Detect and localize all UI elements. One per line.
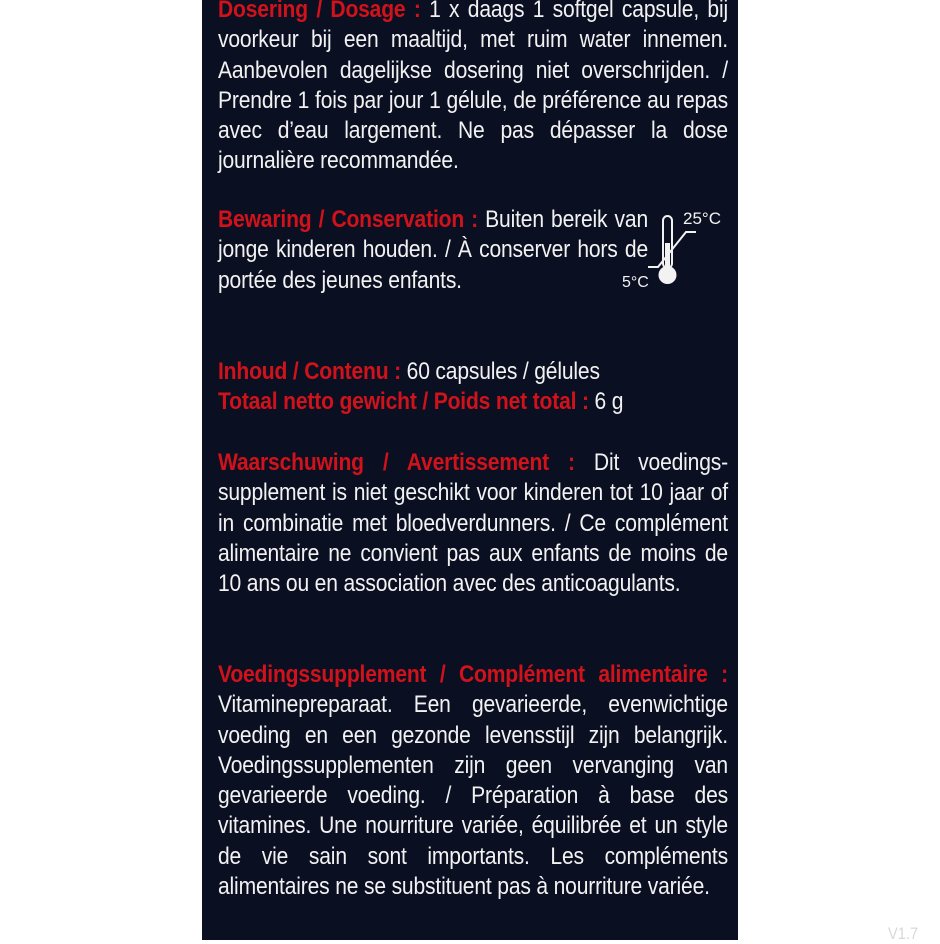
thermometer-icon (620, 205, 730, 290)
contents-body: 60 capsules / gélules (400, 358, 600, 385)
warning-section (218, 448, 728, 599)
temp-min-label: 5°C (622, 274, 649, 290)
version-label: V1.7 (888, 924, 919, 943)
storage-body: Buiten bereik van jonge kinderen houden. / À conserver hors de portée des jeunes enfants. (218, 206, 648, 294)
net-weight-heading: Totaal netto gewicht / Poids net total : (218, 388, 589, 416)
temp-max-label: 25°C (683, 209, 721, 228)
contents-section (218, 357, 728, 418)
dosage-heading: Dosering / Dosage : (218, 0, 421, 23)
warning-body: Dit voedings-supplement is niet geschikt voor kinderen tot 10 jaar of in combinatie met bloedverdunners. / Ce complément alimentaire ne convient pas aux enfants de moins de 10 ans ou en association avec des anticoagulants. (218, 449, 728, 598)
supplement-section (218, 660, 728, 902)
label-panel (202, 0, 919, 943)
net-weight-body: 6 g (588, 388, 624, 416)
contents-heading: Inhoud / Contenu : (218, 358, 401, 385)
supplement-body: Vitaminepreparaat. Een gevarieerde, evenwichtige voeding en een gezonde levensstijl zijn belangrijk. Voedingssupplementen zijn geen vervanging van gevarieerde voeding. / Préparation à base des vitamines. Une nourriture variée, équilibrée et un style de vie sain sont importants. Les compléments alimentaires ne se substituent pas à nourriture variée. (218, 691, 728, 901)
storage-section (218, 205, 648, 296)
dosage-body: 1 x daags 1 softgel capsule, bij voorkeur bij een maaltijd, met ruim water innemen. Aanbevolen dagelijkse dosering niet overschrijden. / Prendre 1 fois par jour 1 gélule, de préférence au repas avec d’eau largement. Ne pas dépasser la dose journalière recommandée. (218, 0, 728, 175)
storage-heading: Bewaring / Conservation : (218, 206, 479, 233)
warning-heading: Waarschuwing / Avertissement : (218, 449, 575, 476)
dosage-section (218, 0, 728, 177)
supplement-heading: Voedingssupplement / Complément alimentaire : (218, 661, 728, 688)
